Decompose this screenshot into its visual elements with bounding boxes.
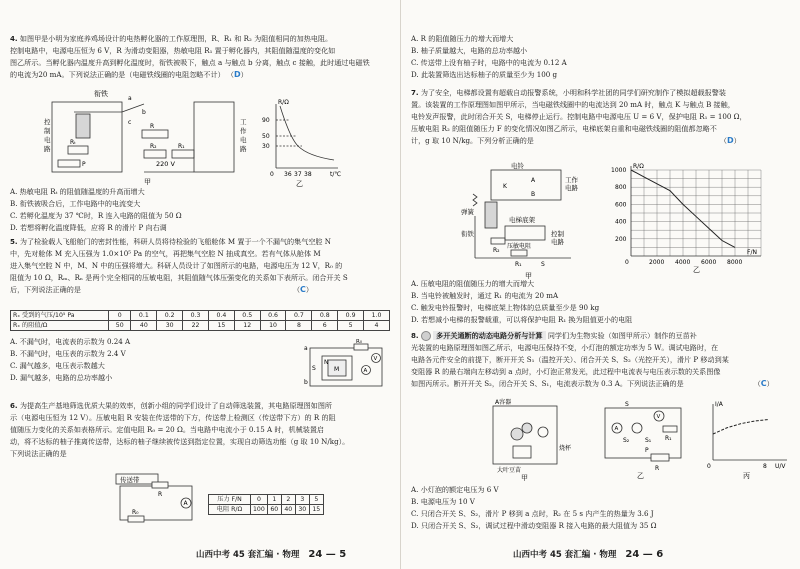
- answer-mark: C: [300, 285, 306, 295]
- work-label-2: 作: [240, 127, 247, 135]
- question-text: 变阻器 R 的最右端向左移动到 a 点时，小灯泡正常发光，此过程中电流表与电压表示数的关系图像: [411, 367, 721, 377]
- question-6: [10, 400, 390, 460]
- x-tick: 36: [284, 171, 292, 178]
- option-a: A. 不漏气时，电流表的示数为 0.24 A: [10, 337, 131, 346]
- right-page: [400, 0, 800, 569]
- table-row: [11, 311, 390, 321]
- lamp-bulb: [538, 427, 548, 437]
- R1-label: R₁: [515, 261, 522, 268]
- question-text: 下列说法正确的是: [10, 449, 67, 459]
- x-tick: 8000: [727, 259, 743, 266]
- option-c: C. 只闭合开关 S、S₂，滑片 P 移到 a 点时，R₂ 在 5 s 内产生的热量为 3.6 J: [411, 509, 654, 518]
- y-tick: 0: [270, 171, 274, 178]
- node-b-label: b: [304, 379, 308, 386]
- contact-c-label: c: [128, 119, 132, 126]
- figure-label-jia: 甲: [144, 178, 151, 186]
- thermistor-curve: [280, 106, 334, 160]
- R-label: R: [158, 491, 163, 498]
- question-text: 图乙所示。当孵化器内温度升高到孵化温度时，衔铁被吸下，触点 a 与触点 b 分离，触点 c 接触，此时通过电磁铁: [10, 58, 370, 68]
- option-b: B. 当电铃被触发时，通过 R₁ 的电流为 20 mA: [411, 291, 559, 300]
- switch-S-label: S: [312, 365, 316, 372]
- question-number: 4.: [10, 34, 18, 43]
- table-cell: 6: [312, 321, 338, 331]
- topic-icon: [421, 331, 431, 341]
- resistor-R2: [144, 150, 166, 158]
- question-text: 电铃发声报警，此时闭合开关 S，电梯停止运行。控制电路中电源电压 U = 6 V，保护电阻 R₁ = 100 Ω，: [411, 112, 747, 122]
- R2-label: R₂: [150, 143, 157, 150]
- control-label: 控制: [551, 230, 564, 238]
- q8-circuit-diagram: [597, 398, 687, 478]
- table-cell: 0.3: [183, 311, 209, 321]
- y-axis-label: R/Ω: [278, 99, 289, 106]
- armature-label: 衔铁: [461, 230, 474, 238]
- answer-mark: C: [760, 379, 767, 389]
- iu-curve: [713, 419, 769, 434]
- question-text: 控制电路中，电源电压恒为 6 V，R 为滑动变阻器，热敏电阻 R₁ 置于孵化器内，其阻值随温度的变化如: [10, 46, 336, 56]
- table-cell: 0.9: [338, 311, 364, 321]
- y-tick: 800: [615, 184, 627, 192]
- option-a: A. 压敏电阻的阻值随压力的增大而增大: [411, 279, 535, 288]
- work-circuit-label: 工作: [565, 176, 578, 184]
- belt-label: 传送带: [120, 476, 140, 484]
- bell-label: 电铃: [511, 162, 524, 170]
- work-label-3: 电: [240, 136, 247, 144]
- y-tick: 90: [262, 117, 270, 124]
- option-d: D. 若想将孵化温度降低，应将 R 的滑片 P 向右调: [10, 223, 167, 232]
- option-a: A. 小灯泡的额定电压为 6 V: [411, 485, 499, 494]
- x-tick: 37: [294, 171, 302, 178]
- q8-iu-chart: [701, 398, 791, 478]
- P-label: P: [82, 161, 86, 168]
- table-row-head: 电阻 R/Ω: [209, 505, 251, 515]
- x-axis-label: t/℃: [330, 171, 342, 178]
- table-cell: 0.2: [157, 311, 183, 321]
- table-cell: 0.6: [260, 311, 286, 321]
- R1-label: R₁: [665, 435, 672, 442]
- page-footer: [513, 549, 663, 561]
- figure-label-bing: 丙: [743, 472, 750, 480]
- table-cell: 1.0: [364, 311, 390, 321]
- question-text: 后，下列说法正确的是: [10, 285, 81, 295]
- control-label-2: 电路: [551, 238, 564, 246]
- figure-label-yi: 乙: [637, 472, 644, 480]
- control-label-2: 制: [44, 127, 51, 135]
- x-tick: 2000: [649, 259, 665, 266]
- question-text: 动，将不达标的柚子推离传送带，达标的柚子继续被传送到指定位置，实现自动筛选功能（g 取 10 N/kg）。: [10, 437, 350, 447]
- node-a-label: a: [304, 345, 308, 352]
- rheostat-R: [58, 160, 80, 167]
- option-c: C. 传送带上没有柚子时，电路中的电流为 0.12 A: [411, 58, 567, 67]
- table-cell: 0: [109, 311, 131, 321]
- question-text: 的电流为20 mA。下列说法正确的是（电磁铁线圈的电阻忽略不计）: [10, 70, 225, 80]
- ammeter-label: A: [183, 500, 188, 507]
- y-axis-label: R/Ω: [633, 163, 644, 170]
- q4-thermistor-graph: [258, 98, 342, 188]
- q5-pressure-table: [10, 310, 390, 331]
- y-tick: 200: [615, 235, 627, 243]
- table-cell: 15: [208, 321, 234, 331]
- table-cell: 40: [131, 321, 157, 331]
- option-d: D. 此装置筛选出达标柚子的质量至少为 100 g: [411, 70, 558, 79]
- figure-label-jia: 甲: [525, 272, 532, 280]
- table-row-head: 压力 F/N: [209, 495, 251, 505]
- y-tick: 50: [262, 133, 270, 140]
- R0-label: R₀: [356, 339, 363, 345]
- elevator-frame: [505, 226, 545, 240]
- question-number: 8.: [411, 331, 419, 340]
- table-cell: 12: [234, 321, 260, 331]
- cabin-M-label: M: [334, 366, 340, 373]
- resistor-R0: [128, 516, 144, 522]
- question-text: 置。该装置的工作原理图如图甲所示，当电磁铁线圈中的电流达到 20 mA 时，触点 K 与触点 B 接触，: [411, 100, 735, 110]
- voltage-label: 220 V: [156, 160, 175, 168]
- page-number: 24 — 6: [625, 548, 664, 560]
- x-tick: 8: [763, 463, 767, 470]
- resistor-R2: [491, 238, 505, 244]
- question-text: 中，先对舱体 M 充入压强为 1.0×10⁵ Pa 的空气，再把集气空腔 N 抽成真空。若有气体从舱体 M: [10, 249, 321, 259]
- option-b: B. 衔铁被吸合后，工作电路中的电流变大: [10, 199, 141, 208]
- figure-label-jia: 甲: [521, 474, 528, 482]
- table-cell: 30: [157, 321, 183, 331]
- table-cell: 0.1: [131, 311, 157, 321]
- table-cell: 3: [295, 495, 309, 505]
- R1-label: R₁: [178, 143, 185, 150]
- page-footer: [196, 549, 346, 561]
- x-tick: 6000: [701, 259, 717, 266]
- question-text: 示（电源电压恒为 12 V）。压敏电阻 R 安装在传送带的下方，传送带上检测区（传送带下方）的 R 的阻: [10, 413, 336, 423]
- table-cell: 10: [260, 321, 286, 331]
- question-text: 进入集气空腔 N 中，M、N 中的压强将增大。科研人员设计了如图所示的电路，电源电压为 12 V，R₀ 的: [10, 261, 343, 271]
- question-7: 7. 为了安全，电梯都设置有超载自动报警系统，小明和科学社团的同学们研究制作了模拟超载报警装 置。该装置的工作原理图如图甲所示，当电磁铁线圈中的电流达到 20 mA 时，触点 K 与触点 B 接触， 电铃发声报警，此时闭合开关 S，电梯停止运行。控制电路中电源电压 U = 6 V，保护电阻 R₁ = 100 Ω， 压敏电阻 R₂ 的阻值随压力 F 的变化情况如图乙所示，电梯底架自重和电磁铁线圈的阻值都忽略不 计，g 取 10 N/kg。下列分析正确的是 （D）: [411, 87, 791, 147]
- resistor-R: [142, 130, 168, 138]
- question-number: 5.: [10, 237, 18, 246]
- x-tick: 4000: [675, 259, 691, 266]
- voltmeter-label: V: [656, 414, 661, 420]
- Rt-label: Rₜ: [70, 139, 76, 146]
- figure-label-yi: 乙: [296, 180, 303, 188]
- x-tick: 38: [304, 171, 312, 178]
- option-b: B. 电源电压为 10 V: [411, 497, 475, 506]
- ammeter-label: A: [614, 426, 619, 432]
- question-text: 为了检验载人飞船舱门的密封性能，科研人员将待检验的飞船舱体 M 置于一个不漏气的集气空腔 N: [19, 237, 331, 246]
- question-8: 8. 多开关通断的动态电路分析与计算 同学们为生物实验（如图甲所示）制作的豆苗补 光装置的电路原理图如图乙所示，电源电压保持不变，小灯泡的额定功率为 5 W。调试电路时，在 电路各元件安全的前提下，断开开关 S₁（温控开关）、闭合开关 S、S₂（光控开关），滑片 P 移动到某 变阻器 R 的最右端向左移动到 a 点时，小灯泡正常发光，此过程中电流表与电压表示数的关系图像 如图丙所示。断开开关 S₂，闭合开关 S、S₁，电流表示数为 0.3 A。下列说法正确的是 （C）: [411, 330, 791, 390]
- armature-label: 衔铁: [94, 90, 108, 98]
- box-label: A容器: [495, 399, 512, 406]
- frame-label: 电梯底架: [509, 216, 535, 224]
- rheostat-R: [651, 454, 669, 461]
- spring-label: 弹簧: [461, 208, 474, 216]
- question-text: 压敏电阻 R₂ 的阻值随压力 F 的变化情况如图乙所示，电梯底架自重和电磁铁线圈的阻值都忽略不: [411, 124, 717, 134]
- answer-mark: D: [234, 70, 241, 80]
- question-text: 电路各元件安全的前提下，断开开关 S₁（温控开关）、闭合开关 S、S₂（光控开关），滑片 P 移动到某: [411, 355, 729, 365]
- option-d: D. 只闭合开关 S、S₂，调试过程中滑动变阻器 R 接入电路的最大阻值为 35 Ω: [411, 521, 657, 530]
- question-text: 光装置的电路原理图如图乙所示，电源电压保持不变，小灯泡的额定功率为 5 W。调试电路时，在: [411, 343, 719, 353]
- table-cell: 0.8: [312, 311, 338, 321]
- switch-S-label: S: [625, 401, 629, 408]
- work-circuit-label-2: 电路: [565, 184, 578, 192]
- plant-pot: [513, 446, 531, 458]
- spring: [473, 194, 477, 206]
- control-label-1: 控: [44, 118, 51, 126]
- control-label-4: 路: [44, 145, 51, 153]
- switch-S2-label: S₂: [623, 437, 630, 444]
- plant-leaves: [511, 428, 523, 440]
- y-tick: 400: [615, 218, 627, 226]
- y-axis-label: I/A: [715, 401, 723, 408]
- option-d: D. 若想减小电梯的报警载重，可以将保护电阻 R₁ 换为阻值更小的电阻: [411, 315, 633, 324]
- question-text: 计，g 取 10 N/kg。下列分析正确的是: [411, 136, 534, 146]
- table-row: [11, 321, 390, 331]
- q7-pressure-resistance-chart: [597, 160, 767, 272]
- resistor-R: [152, 482, 168, 488]
- chamber-N-label: N: [324, 359, 329, 366]
- table-cell: 0.4: [208, 311, 234, 321]
- resistor-R1: [663, 426, 677, 432]
- bulb-symbol: [632, 423, 642, 433]
- topic-title: 多开关通断的动态电路分析与计算: [433, 331, 545, 340]
- option-a: A. R 的阻值随压力的增大而增大: [411, 34, 514, 43]
- work-label-4: 路: [240, 145, 247, 153]
- table-cell: 8: [286, 321, 312, 331]
- voltmeter-label: V: [373, 356, 378, 362]
- table-cell: 1: [267, 495, 281, 505]
- electromagnet: [76, 114, 90, 138]
- question-text: 同学们为生物实验（如图甲所示）制作的豆苗补: [547, 331, 697, 340]
- question-text: 阻值为 10 Ω，Rₘ、Rₙ 是两个完全相同的压敏电阻，其阻值随气体压强变化的关系如下表所示。闭合开关 S: [10, 273, 348, 283]
- x-axis-label: F/N: [747, 249, 757, 256]
- option-c: C. 触发电铃报警时，电梯底架上物体的总质量至少是 90 kg: [411, 303, 600, 312]
- table-row: [209, 495, 324, 505]
- work-circuit-frame: [194, 102, 234, 172]
- question-text: 为提高生产基地筛选优质大果的效率，创新小组的同学们设计了自动筛选装置，其电路原理图如图所: [19, 401, 333, 410]
- table-row-head: Rₓ 受到的气压/10⁵ Pa: [11, 311, 109, 321]
- question-number: 6.: [10, 401, 18, 410]
- contact-a-label: a: [128, 95, 132, 102]
- R-label: R: [150, 123, 155, 130]
- series-title: 山西中考 45 套汇编 · 物理: [196, 549, 300, 560]
- switch-S-label: S: [541, 261, 545, 268]
- question-text: 为了安全，电梯都设置有超载自动报警系统，小明和科学社团的同学们研究制作了模拟超载报警装: [420, 88, 726, 97]
- R0-label: R₀: [132, 509, 139, 516]
- question-number: 7.: [411, 88, 419, 97]
- table-cell: 50: [109, 321, 131, 331]
- question-text: 如图丙所示。断开开关 S₂，闭合开关 S、S₁，电流表示数为 0.3 A。下列说法正确的是: [411, 379, 684, 389]
- R-label: R: [655, 465, 660, 472]
- switch-S1-label: S₁: [645, 437, 652, 444]
- answer-mark: D: [727, 136, 734, 146]
- x-tick: 0: [707, 463, 711, 470]
- x-axis-label: U/V: [775, 463, 786, 470]
- table-row: [209, 505, 324, 515]
- work-label-1: 工: [240, 118, 247, 126]
- q7-circuit-diagram: [461, 160, 591, 280]
- page-number: 24 — 5: [308, 548, 347, 560]
- q8-plant-setup: [487, 398, 587, 482]
- table-cell: 22: [183, 321, 209, 331]
- question-4: 4. 如图甲是小明为家庭养鸡场设计的电热孵化器的工作原理图，R、R₁ 和 R₂ 为阻值相同的加热电阻。 控制电路中，电源电压恒为 6 V，R 为滑动变阻器，热敏电阻 R₁ 置于孵化器内，其阻值随温度的变化如 图乙所示。当孵化器内温度升高到孵化温度时，衔铁被吸下，触点 a 与触点 b 分离，触点 c 接触，此时通过电磁铁 的电流为20 mA。下列说法正确的是（电磁铁线圈的电阻忽略不计） （D）: [10, 33, 390, 81]
- option-b: B. 柚子质量越大，电路的总功率越小: [411, 46, 528, 55]
- contact-B-label: B: [531, 191, 536, 198]
- contact-A-label: A: [531, 177, 536, 184]
- question-5: 5. 为了检验载人飞船舱门的密封性能，科研人员将待检验的飞船舱体 M 置于一个不漏气的集气空腔 N 中，先对舱体 M 充入压强为 1.0×10⁵ Pa 的空气，再把集气空腔 N 抽成真空。若有气体从舱体 M 进入集气空腔 N 中，M、N 中的压强将增大。科研人员设计了如图所示的电路，电源电压为 12 V，R₀ 的 阻值为 10 Ω，Rₘ、Rₙ 是两个完全相同的压敏电阻，其阻值随气体压强变化的关系如下表所示。闭合开关 S 后，下列说法正确的是 （C）: [10, 236, 390, 296]
- table-cell: 0: [251, 495, 268, 505]
- option-d: D. 漏气越多，电路的总功率越小: [10, 373, 113, 382]
- q6-force-table: [208, 494, 324, 515]
- resistor-R1: [511, 250, 527, 256]
- y-tick: 0: [625, 259, 629, 266]
- question-text: 如图甲是小明为家庭养鸡场设计的电热孵化器的工作原理图，R、R₁ 和 R₂ 为阻值相同的加热电阻。: [19, 34, 333, 43]
- option-b: B. 不漏气时，电压表的示数为 2.4 V: [10, 349, 126, 358]
- table-cell: 100: [251, 505, 268, 515]
- y-tick: 600: [615, 201, 627, 209]
- thermistor-Rt: [68, 146, 88, 154]
- table-cell: 2: [281, 495, 295, 505]
- y-tick: 1000: [611, 167, 627, 174]
- q6-circuit-diagram: [112, 472, 200, 524]
- table-cell: 60: [267, 505, 281, 515]
- contact-b-label: b: [142, 109, 146, 116]
- table-cell: 30: [295, 505, 309, 515]
- table-cell: 15: [309, 505, 323, 515]
- table-row-head: Rₓ 的阻值/Ω: [11, 321, 109, 331]
- table-cell: 40: [281, 505, 295, 515]
- y-tick: 30: [262, 143, 270, 150]
- contact-K-label: K: [503, 183, 507, 190]
- electromagnet: [485, 202, 497, 228]
- table-cell: 4: [364, 321, 390, 331]
- plant-label: 大叶豆苗: [497, 467, 522, 474]
- option-a: A. 热敏电阻 Rₜ 的阻值随温度的升高而增大: [10, 187, 145, 196]
- q4-circuit-diagram: [44, 84, 254, 188]
- pressure-resistor-label: 压敏电阻: [507, 243, 532, 250]
- resistor-R1: [172, 150, 194, 158]
- table-cell: 5: [309, 495, 323, 505]
- table-cell: 0.7: [286, 311, 312, 321]
- option-c: C. 漏气越多，电压表示数越大: [10, 361, 105, 370]
- q5-circuit-diagram: [300, 340, 390, 392]
- R2-label: R₂: [493, 247, 500, 254]
- ammeter-label: A: [363, 368, 368, 374]
- option-c: C. 若孵化温度为 37 ℃时，R 连入电路的阻值为 50 Ω: [10, 211, 182, 220]
- lamp-label: 烧杯: [559, 445, 572, 452]
- series-title: 山西中考 45 套汇编 · 物理: [513, 549, 617, 560]
- table-cell: 0.5: [234, 311, 260, 321]
- table-cell: 5: [338, 321, 364, 331]
- question-text: 值随压力变化的关系如表格所示。定值电阻 R₀ = 20 Ω。当电路中电流小于 0.15 A 时，机械装置启: [10, 425, 325, 435]
- figure-label-yi: 乙: [693, 266, 700, 274]
- P-label: P: [645, 447, 649, 454]
- control-label-3: 电: [44, 136, 51, 144]
